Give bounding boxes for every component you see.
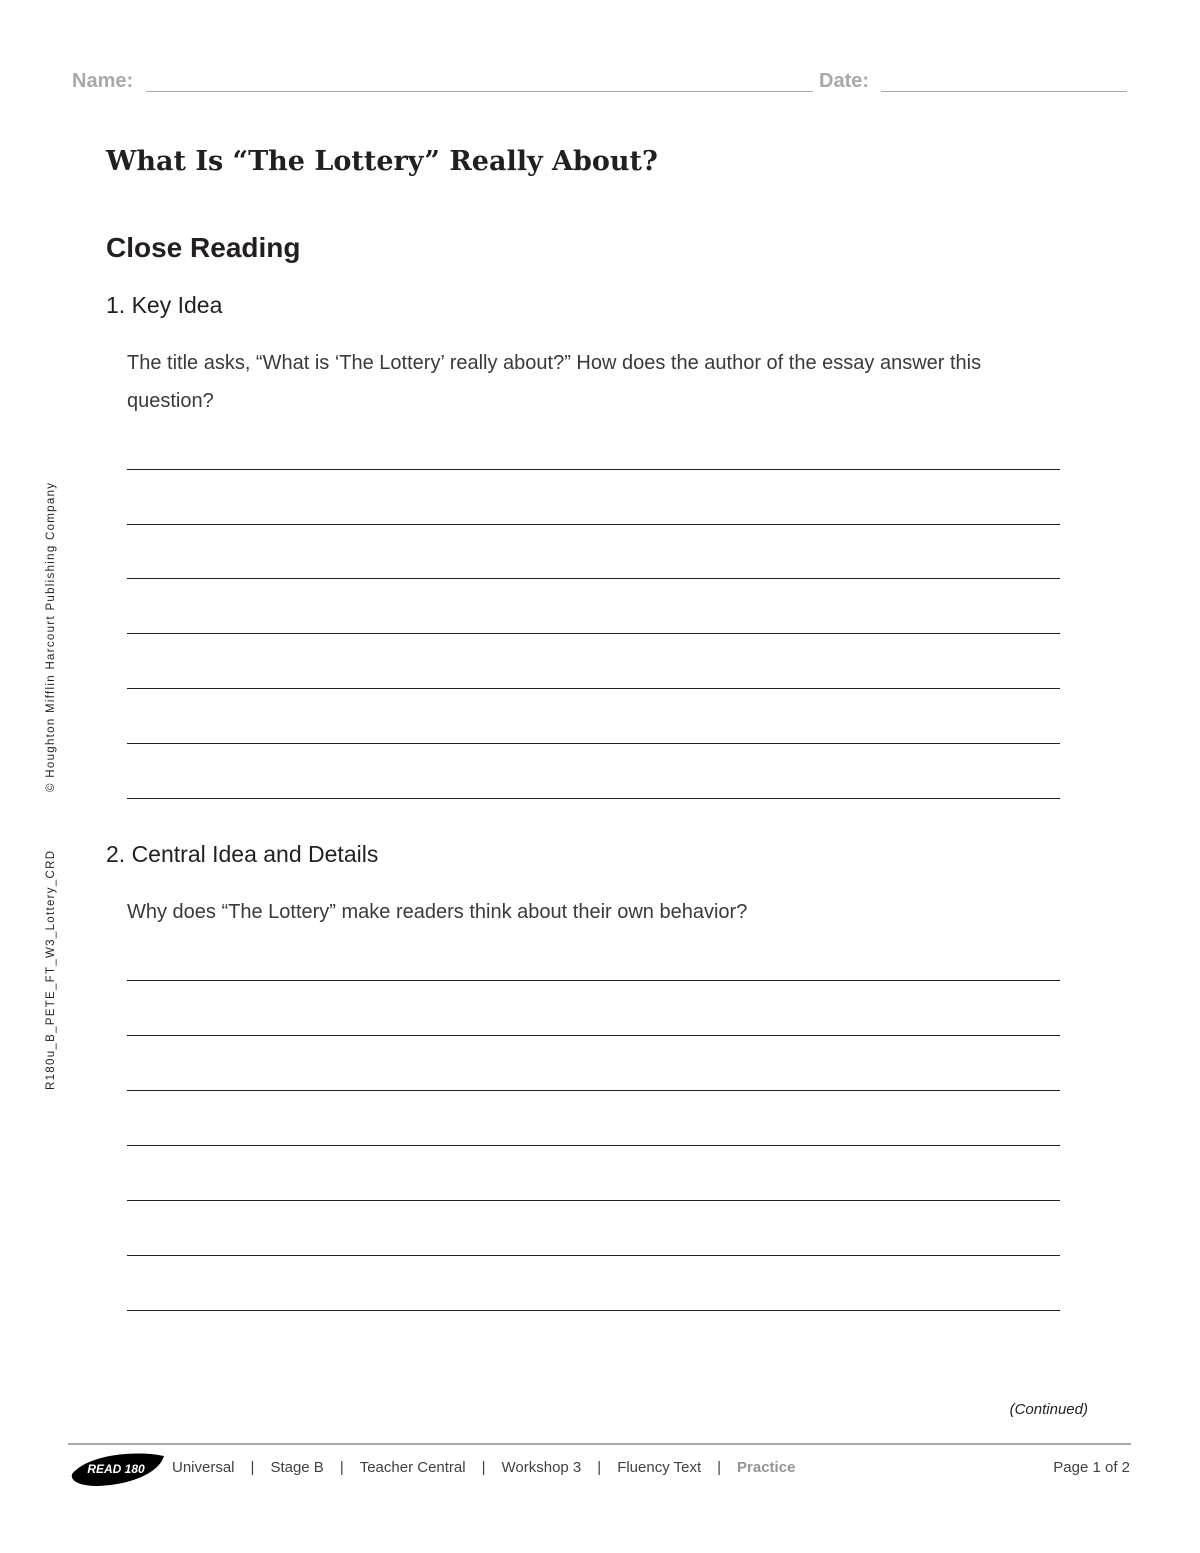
logo-text: READ 180	[87, 1462, 145, 1476]
answer-line[interactable]	[127, 633, 1060, 634]
breadcrumb-fluency-text: Fluency Text	[617, 1459, 702, 1476]
name-label: Name:	[72, 70, 134, 92]
question-1-prompt: The title asks, “What is ‘The Lottery’ really about?” How does the author of the essay answer this question?	[127, 352, 982, 412]
answer-line[interactable]	[127, 980, 1060, 981]
answer-line[interactable]	[127, 743, 1060, 744]
name-field[interactable]	[146, 72, 813, 92]
date-label: Date:	[819, 70, 870, 92]
answer-line[interactable]	[127, 1090, 1060, 1091]
page-title: What Is “The Lottery” Really About?	[106, 146, 658, 177]
page-number: Page 1 of 2	[1053, 1459, 1130, 1476]
question-2-prompt: Why does “The Lottery” make readers think about their own behavior?	[127, 901, 748, 923]
continued-note: (Continued)	[1009, 1401, 1088, 1418]
answer-line[interactable]	[127, 1255, 1060, 1256]
breadcrumb-stage: Stage B	[270, 1459, 324, 1476]
read180-logo	[68, 1448, 166, 1488]
answer-line[interactable]	[127, 798, 1060, 799]
breadcrumb-workshop: Workshop 3	[501, 1459, 582, 1476]
answer-line[interactable]	[127, 1145, 1060, 1146]
answer-line[interactable]	[127, 1035, 1060, 1036]
footer-divider	[68, 1443, 1131, 1445]
answer-line[interactable]	[127, 469, 1060, 470]
section-title: Close Reading	[106, 232, 301, 263]
breadcrumb-practice: Practice	[737, 1459, 796, 1476]
question-1-heading: 1. Key Idea	[106, 292, 223, 318]
breadcrumb-teacher-central: Teacher Central	[359, 1459, 466, 1476]
answer-line[interactable]	[127, 524, 1060, 525]
footer-breadcrumb: Universal | Stage B | Teacher Central | Workshop 3 | Fluency Text | Practice	[172, 1459, 796, 1476]
answer-line[interactable]	[127, 1200, 1060, 1201]
question-2-heading: 2. Central Idea and Details	[106, 841, 379, 867]
copyright-notice: © Houghton Mifflin Harcourt Publishing Company	[45, 481, 57, 792]
date-field[interactable]	[881, 72, 1127, 92]
answer-line[interactable]	[127, 1310, 1060, 1311]
answer-line[interactable]	[127, 688, 1060, 689]
answer-line[interactable]	[127, 578, 1060, 579]
breadcrumb-universal: Universal	[172, 1459, 235, 1476]
file-code: R180u_B_PETE_FT_W3_Lottery_CRD	[45, 849, 57, 1090]
